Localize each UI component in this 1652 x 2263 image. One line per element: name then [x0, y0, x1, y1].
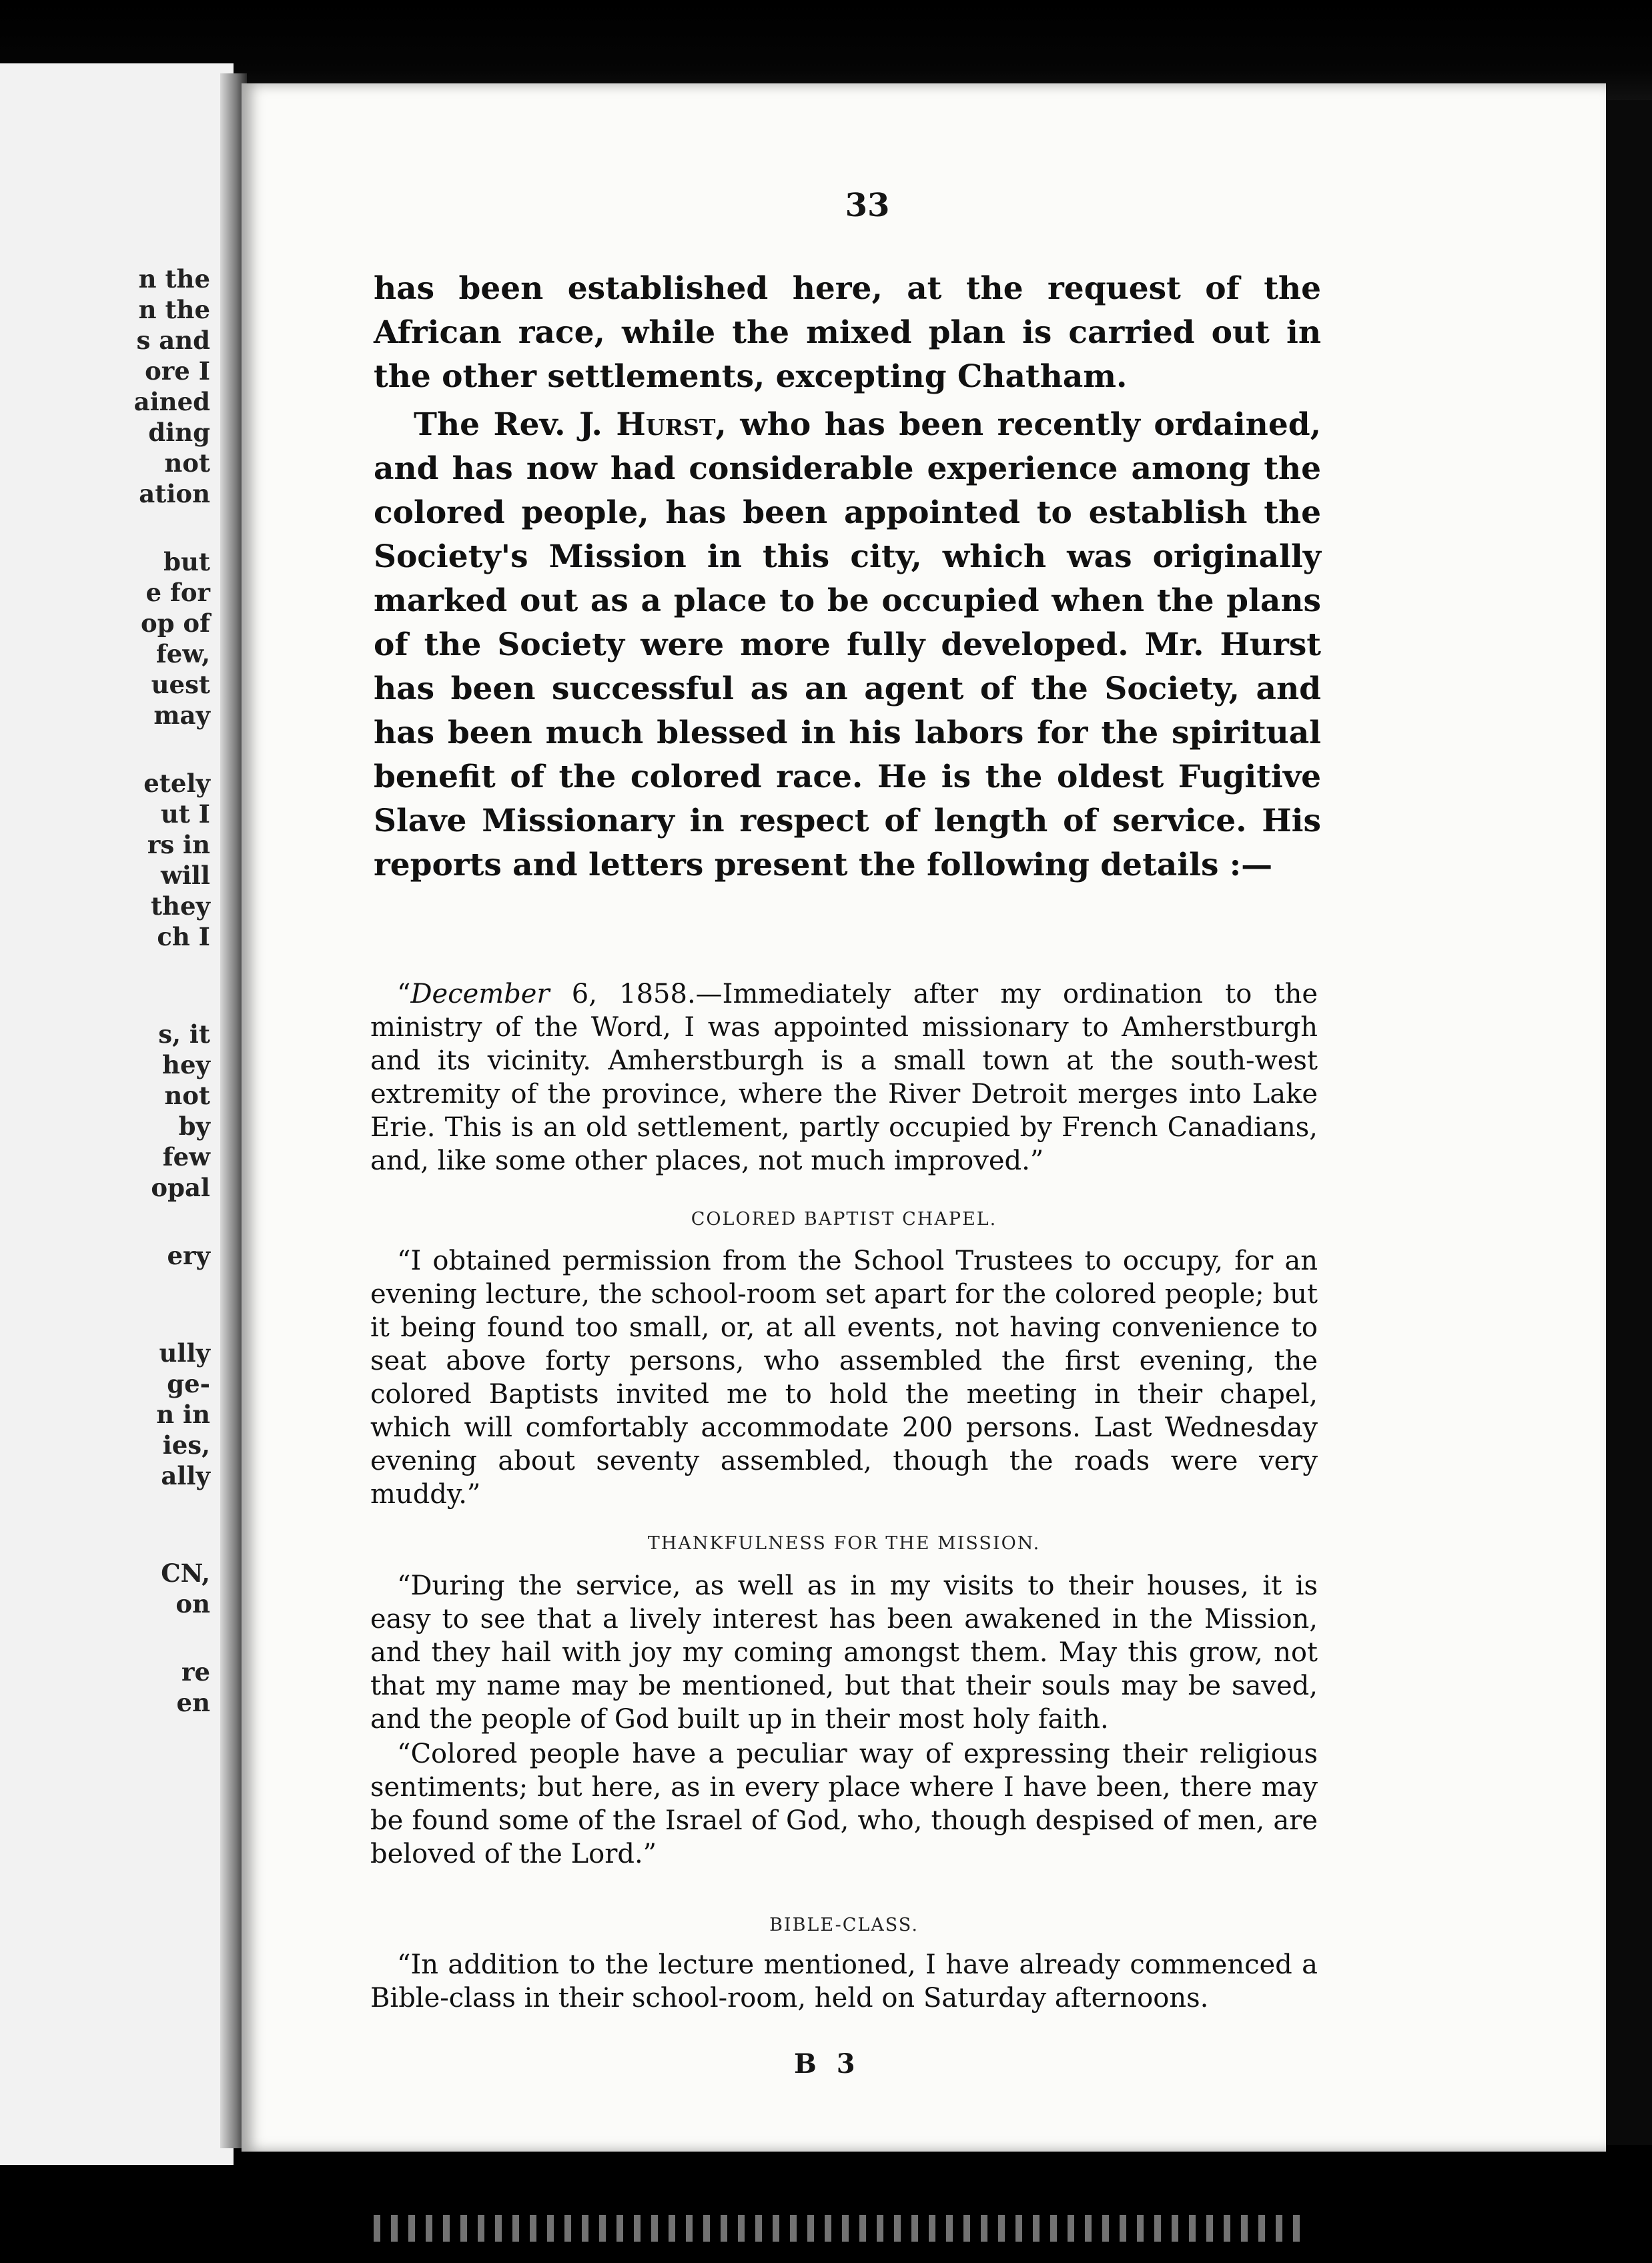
left-fragment: not	[164, 448, 210, 478]
left-fragment: n the	[138, 264, 210, 294]
left-fragment: by	[178, 1111, 210, 1141]
quote-paragraph	[370, 977, 1318, 1178]
left-fragment: but	[163, 547, 210, 576]
quote-block	[370, 1244, 1318, 1511]
left-fragment: they	[150, 891, 210, 921]
left-fragment: ch I	[157, 922, 210, 951]
body-paragraph: has been established here, at the request of the African race, while the mixed plan is carried out in the other settlements, excepting Chatham.	[374, 270, 1321, 395]
quote-paragraph: “I obtained permission from the School Trustees to occupy, for an evening lecture, the school-room set apart for the colored people; but it being found too small, or, at all events, not having convenience to seat above forty persons, who assembled the first evening, the colored Baptists invited me to hold the meeting in their chapel, which will comfortably accommodate 200 persons. Last Wednesday evening about seventy assembled, though the roads were very muddy.”	[370, 1246, 1318, 1510]
left-fragment: ut I	[160, 799, 210, 829]
signature-mark: B 3	[794, 2048, 861, 2080]
left-fragment: re	[181, 1657, 210, 1687]
section-heading: BIBLE-CLASS.	[769, 1915, 919, 1935]
left-fragment: ore I	[145, 356, 210, 386]
quote-block	[370, 1569, 1318, 1871]
left-fragment: few	[162, 1142, 210, 1172]
left-fragment: uest	[151, 670, 210, 699]
left-fragment: few,	[155, 639, 210, 668]
left-fragment: rs in	[147, 830, 210, 859]
left-fragment: ully	[159, 1338, 210, 1368]
quote-open-mark: “	[397, 979, 411, 1009]
left-fragment: e for	[145, 578, 210, 607]
left-fragment: s, it	[158, 1019, 210, 1049]
body-text-span: , who has been recently ordained, and has now had considerable experience among the colored people, has been appointed to establish the Society's Mission in this city, which was originally marked out as a place to be occupied when the plans of the Society were more fully developed. Mr. Hurst has been successful as an agent of the Society, and has been much blessed in his labors for the spiritual benefit of the colored race. He is the oldest Fugitive Slave Missionary in respect of length of service. His reports and letters present the following details :—	[374, 406, 1321, 883]
left-fragment: on	[175, 1589, 210, 1619]
body-paragraph	[374, 403, 1321, 887]
left-fragment: will	[160, 861, 210, 890]
film-edge	[374, 2215, 1308, 2242]
left-fragment: op of	[140, 608, 210, 638]
left-fragment: ation	[139, 479, 210, 508]
left-fragment: ge-	[167, 1369, 210, 1398]
left-fragment: not	[164, 1081, 210, 1110]
left-fragment: ally	[161, 1461, 210, 1490]
left-fragment: s and	[136, 326, 210, 355]
left-fragment: etely	[143, 769, 210, 798]
left-fragment: ies,	[162, 1430, 210, 1460]
quote-block	[370, 977, 1318, 1178]
person-name: Hurst	[616, 406, 716, 443]
left-fragment: n the	[138, 295, 210, 324]
left-page	[0, 63, 234, 2165]
left-fragment: n in	[156, 1400, 210, 1429]
left-fragment: en	[176, 1688, 210, 1717]
section-heading: THANKFULNESS FOR THE MISSION.	[647, 1533, 1041, 1554]
section-heading: COLORED BAPTIST CHAPEL.	[691, 1209, 997, 1230]
left-fragment: ding	[148, 418, 210, 447]
quote-date: December	[410, 979, 550, 1009]
left-page-fragments	[0, 264, 210, 1718]
quote-paragraph: “In addition to the lecture mentioned, I have already commenced a Bible-class in their school-room, held on Saturday afternoons.	[370, 1949, 1318, 2013]
quote-paragraph: “During the service, as well as in my visits to their houses, it is easy to see that a lively interest has been awakened in the Mission, and they hail with joy my coming amongst them. May this grow, not that my name may be mentioned, but that their souls may be saved, and the people of God built up in their most holy faith.	[370, 1570, 1318, 1735]
quote-paragraph: “Colored people have a peculiar way of expressing their religious sentiments; but here, as in every place where I have been, there may be found some of the Israel of God, who, though despised of men, are beloved of the Lord.”	[370, 1739, 1318, 1869]
scan-border-bottom	[0, 2145, 1652, 2263]
left-fragment: hey	[162, 1050, 210, 1079]
left-fragment: CN,	[161, 1558, 210, 1588]
left-fragment: may	[153, 701, 210, 730]
quote-text: 6, 1858.—Immediately after my ordination to the ministry of the Word, I was appointed missionary to Amherstburgh and its vicinity. Amherstburgh is a small town at the south-west extremity of the province, where the River Detroit merges into Lake Erie. This is an old settlement, partly occupied by French Canadians, and, like some other places, not much improved.”	[370, 979, 1318, 1176]
page-number: 33	[845, 187, 890, 224]
left-fragment: ery	[167, 1241, 210, 1270]
body-text-span: The Rev. J.	[414, 406, 616, 443]
left-fragment: ained	[133, 387, 210, 416]
body-text	[374, 267, 1321, 887]
quote-block	[370, 1948, 1318, 2015]
left-fragment: opal	[151, 1173, 210, 1202]
